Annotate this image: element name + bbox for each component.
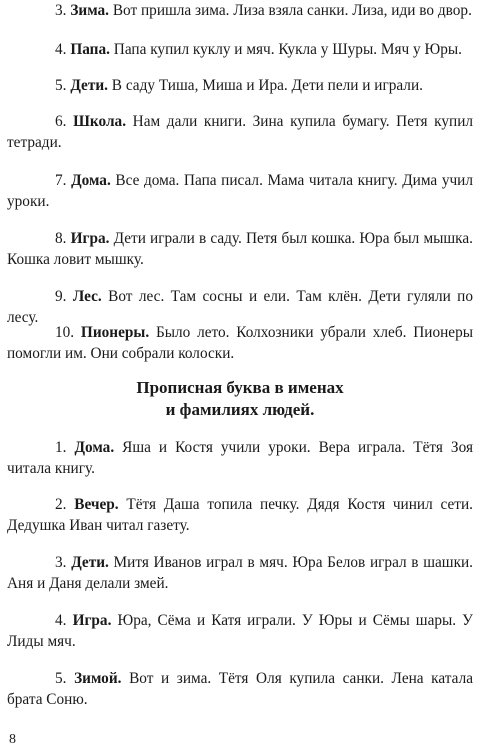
item-title: Игра. xyxy=(72,612,112,629)
item-number: 3. xyxy=(55,2,67,19)
item-number: 1. xyxy=(55,439,67,456)
item-text: В саду Тиша, Миша и Ира. Дети пели и играли. xyxy=(111,77,423,94)
item-title: Зима. xyxy=(70,2,109,19)
exercise-item xyxy=(7,0,473,21)
item-title: Игра. xyxy=(70,230,110,247)
item-text: Вот пришла зима. Лиза взяла санки. Лиза, иди во двор. xyxy=(112,2,472,19)
item-text: Митя Иванов играл в мяч. Юра Белов играл в шашки. Аня и Даня делали змей. xyxy=(7,554,474,592)
item-number: 4. xyxy=(55,612,67,629)
exercise-item xyxy=(7,228,473,270)
section-heading-line-2: и фамилиях людей. xyxy=(165,400,315,419)
exercise-item xyxy=(7,111,473,153)
item-title: Дома. xyxy=(71,172,111,189)
item-text: Тётя Даша топила печку. Дядя Костя чинил сети. Дедушка Иван читал газету. xyxy=(7,496,473,534)
item-number: 2. xyxy=(55,496,67,513)
item-title: Вечер. xyxy=(74,496,119,513)
item-title: Дома. xyxy=(74,439,115,456)
exercise-item xyxy=(7,610,473,652)
exercise-item xyxy=(7,437,473,479)
exercise-item xyxy=(7,170,473,212)
item-title: Дети. xyxy=(71,554,109,571)
item-number: 5. xyxy=(55,670,67,687)
item-text: Было лето. Колхозники убрали хлеб. Пионеры помогли им. Они собрали колоски. xyxy=(7,324,473,362)
item-number: 5. xyxy=(55,77,67,94)
item-text: Все дома. Папа писал. Мама читала книгу. Дима учил уроки. xyxy=(7,172,473,210)
item-title: Папа. xyxy=(70,41,110,58)
item-text: Яша и Костя учили уроки. Вера играла. Тётя Зоя читала книгу. xyxy=(7,439,473,477)
item-number: 8. xyxy=(55,230,67,247)
exercise-item xyxy=(7,494,473,536)
item-number: 7. xyxy=(55,172,67,189)
item-text: Вот и зима. Тётя Оля купила санки. Лена катала брата Соню. xyxy=(7,670,473,708)
item-number: 4. xyxy=(55,41,67,58)
exercise-item xyxy=(7,668,473,710)
exercise-item xyxy=(7,552,473,594)
item-title: Пионеры. xyxy=(80,324,150,341)
item-text: Нам дали книги. Зина купила бумагу. Петя купил тетради. xyxy=(7,113,474,151)
exercise-item xyxy=(7,39,473,60)
item-text: Дети играли в саду. Петя был кошка. Юра был мышка. Кошка ловит мышку. xyxy=(7,230,473,268)
item-title: Школа. xyxy=(73,113,127,130)
item-text: Юра, Сёма и Катя играли. У Юры и Сёмы шары. У Лиды мяч. xyxy=(7,612,474,650)
item-number: 10. xyxy=(55,324,75,341)
item-number: 6. xyxy=(55,113,67,130)
section-heading xyxy=(7,377,473,421)
page-number: 8 xyxy=(9,732,16,747)
item-title: Дети. xyxy=(70,77,108,94)
item-number: 3. xyxy=(55,554,67,571)
item-title: Зимой. xyxy=(74,670,122,687)
exercise-item xyxy=(7,75,473,96)
item-text: Папа купил куклу и мяч. Кукла у Шуры. Мяч у Юры. xyxy=(113,41,462,58)
item-number: 9. xyxy=(55,288,67,305)
item-title: Лес. xyxy=(72,288,102,305)
section-heading-line-1: Прописная буква в именах xyxy=(136,378,344,397)
exercise-item xyxy=(7,322,473,364)
item-text: Вот лес. Там сосны и ели. Там клён. Дети гуляли по лесу. xyxy=(7,288,474,326)
